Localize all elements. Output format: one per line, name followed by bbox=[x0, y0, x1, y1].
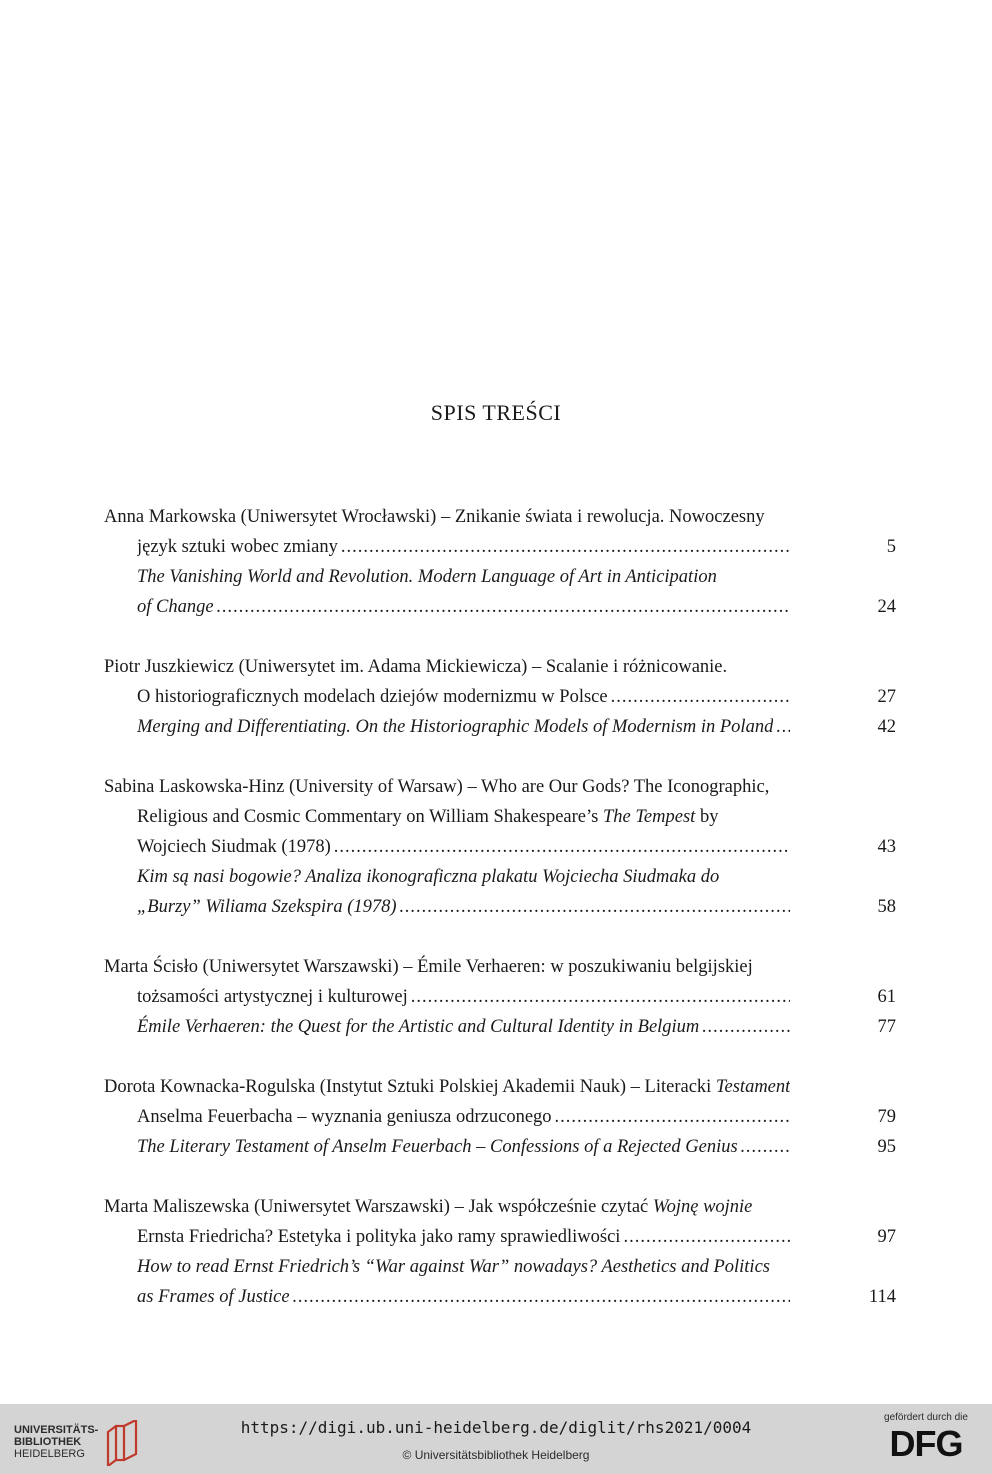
dfg-logo-icon: DFG bbox=[889, 1423, 963, 1464]
toc-line bbox=[104, 772, 896, 802]
toc-leader-dots bbox=[776, 712, 790, 742]
toc-title-text: tożsamości artystycznej i kulturowej bbox=[137, 987, 408, 1007]
toc-entry bbox=[104, 502, 896, 622]
toc-page-number: 79 bbox=[877, 1107, 896, 1127]
toc-entry bbox=[104, 652, 896, 742]
toc-text-part: Religious and Cosmic Commentary on William Shakespeare’s bbox=[137, 807, 603, 827]
toc-page-number: 95 bbox=[877, 1137, 896, 1157]
toc-line bbox=[104, 802, 896, 832]
toc-leader-dots bbox=[334, 832, 790, 862]
toc-author-title: Sabina Laskowska-Hinz (University of Warsaw) – Who are Our Gods? The Iconographic, bbox=[104, 777, 770, 797]
toc-line[interactable] bbox=[104, 892, 896, 922]
toc-italic-part: Testament bbox=[715, 1077, 791, 1097]
toc-translated-title: Émile Verhaeren: the Quest for the Artistic and Cultural Identity in Belgium bbox=[137, 1017, 700, 1037]
toc-leader-dots bbox=[341, 532, 790, 562]
toc-title-text: O historiograficznych modelach dziejów modernizmu w Polsce bbox=[137, 687, 608, 707]
toc-entry bbox=[104, 772, 896, 922]
toc-line[interactable] bbox=[104, 592, 896, 622]
toc-leader-dots bbox=[217, 592, 790, 622]
toc-translated-title: of Change bbox=[137, 597, 214, 617]
toc-line bbox=[104, 1192, 896, 1222]
toc-title-text: Ernsta Friedricha? Estetyka i polityka jako ramy sprawiedliwości bbox=[137, 1227, 621, 1247]
toc-author-title: Marta Ścisło (Uniwersytet Warszawski) – Émile Verhaeren: w poszukiwaniu belgijskiej bbox=[104, 957, 753, 977]
toc-line[interactable] bbox=[104, 1222, 896, 1252]
toc-leader-dots bbox=[293, 1282, 790, 1312]
toc-leader-dots bbox=[702, 1012, 790, 1042]
toc-page-number: 24 bbox=[877, 597, 896, 617]
toc-line[interactable] bbox=[104, 712, 896, 742]
dfg-funder-logo[interactable] bbox=[876, 1412, 976, 1468]
viewer-footer bbox=[0, 1404, 992, 1474]
toc-leader-dots bbox=[411, 982, 790, 1012]
toc-page-number: 58 bbox=[877, 897, 896, 917]
toc-translated-title: The Vanishing World and Revolution. Modern Language of Art in Anticipation bbox=[137, 567, 717, 587]
toc-leader-dots bbox=[555, 1102, 790, 1132]
toc-italic-part: Wojnę wojnie bbox=[652, 1197, 753, 1217]
toc-page-number: 61 bbox=[877, 987, 896, 1007]
toc-translated-title: Merging and Differentiating. On the Historiographic Models of Modernism in Poland bbox=[137, 717, 774, 737]
toc-author-title bbox=[104, 1192, 752, 1222]
toc-text-part: by bbox=[695, 807, 719, 827]
toc-translated-title: „Burzy” Wiliama Szekspira (1978) bbox=[137, 897, 397, 917]
toc-line bbox=[104, 1252, 896, 1282]
toc-line bbox=[104, 1072, 896, 1102]
toc-entry bbox=[104, 1072, 896, 1162]
toc-leader-dots bbox=[741, 1132, 790, 1162]
toc-author-title: Piotr Juszkiewicz (Uniwersytet im. Adama Mickiewicza) – Scalanie i różnicowanie. bbox=[104, 657, 728, 677]
toc-leader-dots bbox=[400, 892, 790, 922]
toc-translated-title: How to read Ernst Friedrich’s “War against War” nowadays? Aesthetics and Politics bbox=[137, 1257, 770, 1277]
toc-leader-dots bbox=[611, 682, 790, 712]
toc-line bbox=[104, 862, 896, 892]
toc-title-text: Wojciech Siudmak (1978) bbox=[137, 837, 331, 857]
toc-page-number: 43 bbox=[877, 837, 896, 857]
toc-line[interactable] bbox=[104, 832, 896, 862]
toc-text-part: Dorota Kownacka-Rogulska (Instytut Sztuki Polskiej Akademii Nauk) – Literacki bbox=[104, 1077, 716, 1097]
toc-line[interactable] bbox=[104, 682, 896, 712]
toc-translated-title: The Literary Testament of Anselm Feuerbach – Confessions of a Rejected Genius bbox=[137, 1137, 738, 1157]
toc-author-title bbox=[104, 1072, 790, 1102]
toc-line bbox=[104, 952, 896, 982]
toc-page-number: 77 bbox=[877, 1017, 896, 1037]
toc-title-text: Anselma Feuerbacha – wyznania geniusza odrzuconego bbox=[137, 1107, 552, 1127]
library-name-line: HEIDELBERG bbox=[14, 1448, 85, 1460]
toc-entry bbox=[104, 952, 896, 1042]
library-name-line: BIBLIOTHEK bbox=[14, 1436, 82, 1448]
toc-entry bbox=[104, 1192, 896, 1312]
toc-italic-part: The Tempest bbox=[602, 807, 696, 827]
permalink-url[interactable]: https://digi.ub.uni-heidelberg.de/diglit/rhs2021/0004 bbox=[240, 1418, 752, 1437]
toc-line bbox=[104, 652, 896, 682]
toc-page-number: 97 bbox=[877, 1227, 896, 1247]
toc-line[interactable] bbox=[104, 1282, 896, 1312]
toc-line[interactable] bbox=[104, 1012, 896, 1042]
toc-page-number: 114 bbox=[868, 1287, 896, 1307]
toc-line[interactable] bbox=[104, 532, 896, 562]
toc-leader-dots bbox=[623, 1222, 790, 1252]
toc-page-number: 27 bbox=[877, 687, 896, 707]
toc-line[interactable] bbox=[104, 1102, 896, 1132]
toc-text-part: Marta Maliszewska (Uniwersytet Warszawski) – Jak współcześnie czytać bbox=[104, 1197, 653, 1217]
table-of-contents bbox=[104, 502, 896, 1342]
toc-page-number: 5 bbox=[886, 537, 896, 557]
toc-translated-title: Kim są nasi bogowie? Analiza ikonograficzna plakatu Wojciecha Siudmaka do bbox=[137, 867, 720, 887]
toc-line[interactable] bbox=[104, 1132, 896, 1162]
page-title: SPIS TREŚCI bbox=[430, 400, 562, 425]
toc-line bbox=[104, 502, 896, 532]
toc-line[interactable] bbox=[104, 982, 896, 1012]
copyright-notice: © Universitätsbibliothek Heidelberg bbox=[402, 1448, 590, 1462]
toc-translated-title: as Frames of Justice bbox=[137, 1287, 290, 1307]
toc-title-text: język sztuki wobec zmiany bbox=[137, 537, 338, 557]
toc-page-number: 42 bbox=[877, 717, 896, 737]
library-name-line: UNIVERSITÄTS- bbox=[14, 1424, 99, 1436]
toc-line bbox=[104, 562, 896, 592]
toc-title-text bbox=[137, 802, 718, 832]
funder-caption: gefördert durch die bbox=[884, 1412, 968, 1423]
toc-author-title: Anna Markowska (Uniwersytet Wrocławski) – Znikanie świata i rewolucja. Nowoczesny bbox=[104, 507, 765, 527]
